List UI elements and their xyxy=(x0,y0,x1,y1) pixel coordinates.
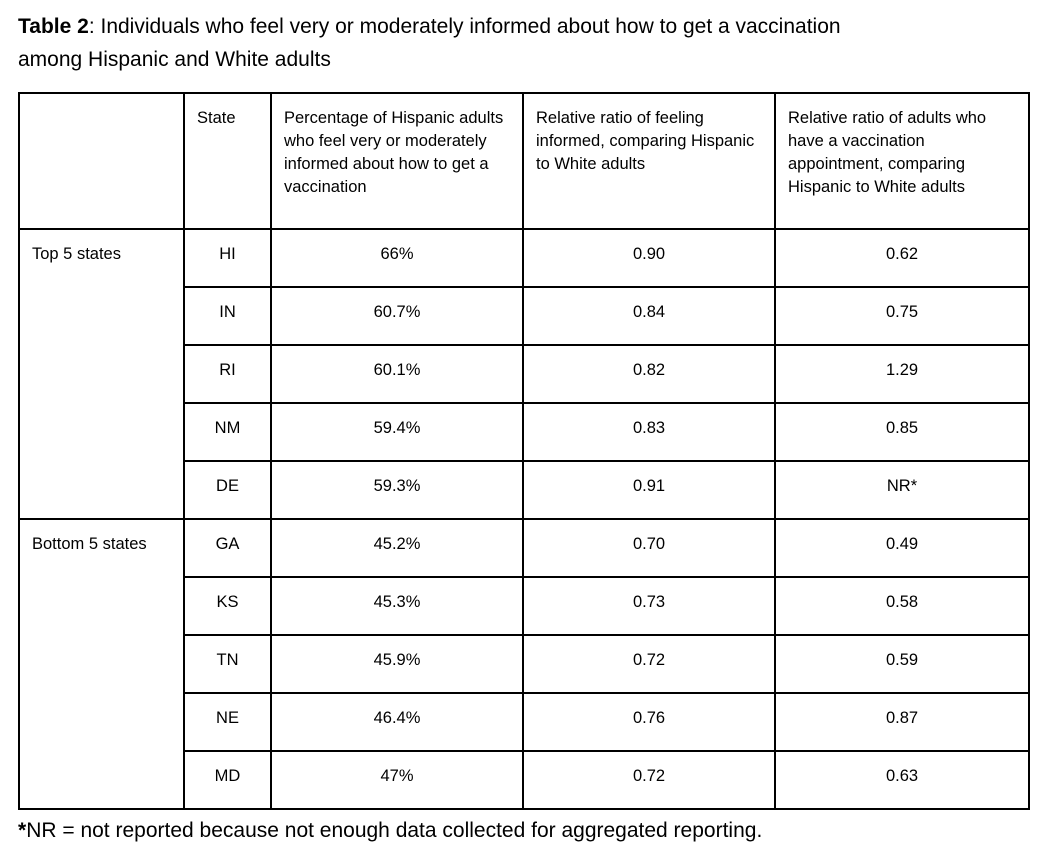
table-row xyxy=(19,229,1029,287)
cell-ratio-appointment: 0.87 xyxy=(775,693,1029,751)
table-title-text-line2: among Hispanic and White adults xyxy=(18,48,331,71)
table-title xyxy=(18,10,1028,76)
cell-ratio-appointment: 0.49 xyxy=(775,519,1029,577)
cell-state: GA xyxy=(184,519,271,577)
cell-ratio-appointment: NR* xyxy=(775,461,1029,519)
cell-ratio-appointment: 0.63 xyxy=(775,751,1029,809)
cell-ratio-informed: 0.72 xyxy=(523,751,775,809)
table-title-text-line1: : Individuals who feel very or moderately informed about how to get a vaccination xyxy=(88,15,841,38)
cell-ratio-informed: 0.91 xyxy=(523,461,775,519)
cell-state: KS xyxy=(184,577,271,635)
cell-percentage: 45.9% xyxy=(271,635,523,693)
cell-ratio-informed: 0.82 xyxy=(523,345,775,403)
cell-ratio-informed: 0.73 xyxy=(523,577,775,635)
cell-percentage: 47% xyxy=(271,751,523,809)
cell-ratio-appointment: 0.58 xyxy=(775,577,1029,635)
cell-percentage: 60.1% xyxy=(271,345,523,403)
footnote-marker: * xyxy=(18,819,27,842)
cell-percentage: 60.7% xyxy=(271,287,523,345)
header-row xyxy=(19,93,1029,229)
table-title-label: Table 2 xyxy=(18,15,89,38)
cell-state: NM xyxy=(184,403,271,461)
cell-ratio-appointment: 0.62 xyxy=(775,229,1029,287)
table-row xyxy=(19,519,1029,577)
cell-ratio-informed: 0.83 xyxy=(523,403,775,461)
cell-percentage: 45.2% xyxy=(271,519,523,577)
cell-ratio-appointment: 0.75 xyxy=(775,287,1029,345)
cell-ratio-informed: 0.70 xyxy=(523,519,775,577)
cell-percentage: 45.3% xyxy=(271,577,523,635)
column-header-percentage-informed: Percentage of Hispanic adults who feel very or moderately informed about how to get a vaccination xyxy=(271,93,523,229)
cell-ratio-appointment: 0.59 xyxy=(775,635,1029,693)
column-header-ratio-appointment: Relative ratio of adults who have a vaccination appointment, comparing Hispanic to White adults xyxy=(775,93,1029,229)
cell-state: IN xyxy=(184,287,271,345)
cell-percentage: 66% xyxy=(271,229,523,287)
cell-ratio-informed: 0.90 xyxy=(523,229,775,287)
cell-state: DE xyxy=(184,461,271,519)
column-header-group xyxy=(19,93,184,229)
column-header-ratio-informed: Relative ratio of feeling informed, comparing Hispanic to White adults xyxy=(523,93,775,229)
data-table xyxy=(18,92,1030,810)
cell-ratio-appointment: 1.29 xyxy=(775,345,1029,403)
cell-state: MD xyxy=(184,751,271,809)
cell-ratio-informed: 0.84 xyxy=(523,287,775,345)
cell-ratio-informed: 0.76 xyxy=(523,693,775,751)
row-group-label-bottom5: Bottom 5 states xyxy=(19,519,184,809)
footnote-text: NR = not reported because not enough data collected for aggregated reporting. xyxy=(26,819,763,842)
cell-state: RI xyxy=(184,345,271,403)
cell-percentage: 59.3% xyxy=(271,461,523,519)
cell-ratio-appointment: 0.85 xyxy=(775,403,1029,461)
cell-state: TN xyxy=(184,635,271,693)
cell-state: HI xyxy=(184,229,271,287)
row-group-label-top5: Top 5 states xyxy=(19,229,184,519)
column-header-state: State xyxy=(184,93,271,229)
cell-ratio-informed: 0.72 xyxy=(523,635,775,693)
footnote xyxy=(18,817,1063,845)
cell-state: NE xyxy=(184,693,271,751)
cell-percentage: 59.4% xyxy=(271,403,523,461)
cell-percentage: 46.4% xyxy=(271,693,523,751)
